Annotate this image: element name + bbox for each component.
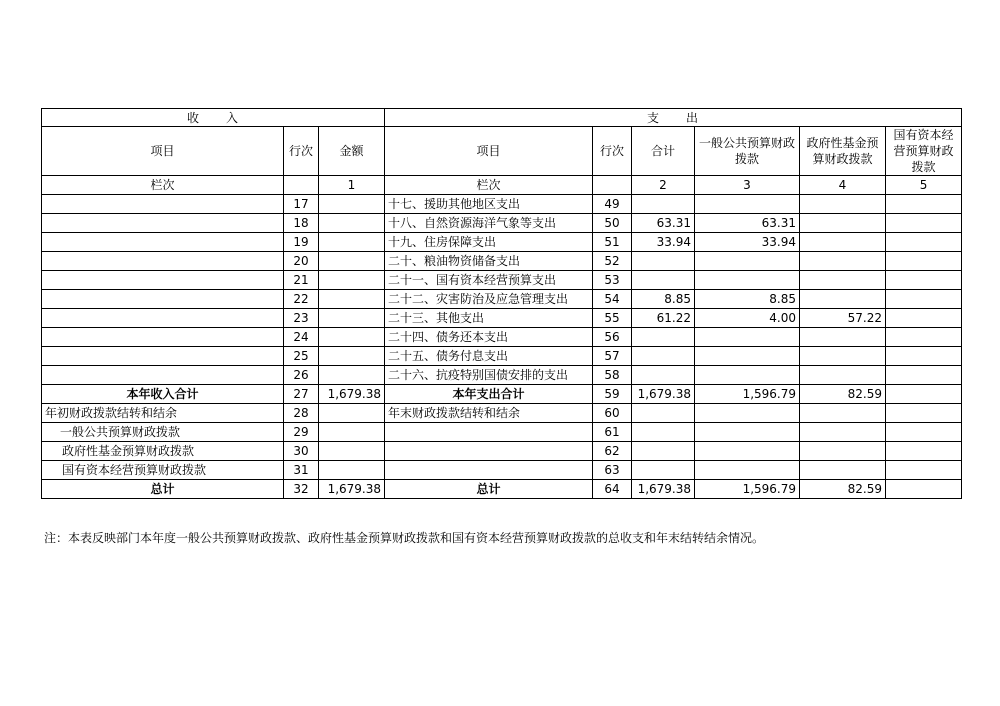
table-row [42,461,962,480]
expense-item-cell: 年末财政拨款结转和结余 [385,404,593,423]
total-cell [632,404,695,423]
general-budget-cell: 8.85 [695,290,800,309]
general-budget-cell [695,252,800,271]
expense-item-cell: 本年支出合计 [385,385,593,404]
expense-item-cell [385,461,593,480]
fund-budget-cell [800,195,886,214]
table-row [42,271,962,290]
income-amount-cell [319,328,385,347]
general-budget-cell: 33.94 [695,233,800,252]
general-budget-cell [695,404,800,423]
total-cell [632,347,695,366]
income-item-cell: 政府性基金预算财政拨款 [42,442,284,461]
state-capital-cell [886,214,962,233]
total-cell: 1,679.38 [632,480,695,499]
expense-item-cell: 二十二、灾害防治及应急管理支出 [385,290,593,309]
total-cell: 61.22 [632,309,695,328]
income-row-no-cell: 23 [284,309,319,328]
general-budget-cell [695,461,800,480]
general-budget-cell [695,195,800,214]
income-item-cell: 本年收入合计 [42,385,284,404]
income-item-cell [42,290,284,309]
header-income-amount: 金额 [319,127,385,176]
index-general: 3 [695,176,800,195]
index-label: 栏次 [42,176,284,195]
expense-row-no-cell: 52 [593,252,632,271]
index-amount: 1 [319,176,385,195]
general-budget-cell: 63.31 [695,214,800,233]
table-row [42,214,962,233]
financial-appropriation-table [41,108,961,499]
table-row [42,233,962,252]
income-row-no-cell: 20 [284,252,319,271]
index-blank [284,176,319,195]
expense-row-no-cell: 60 [593,404,632,423]
income-amount-cell [319,309,385,328]
general-budget-cell [695,271,800,290]
index-expense-blank [593,176,632,195]
income-amount-cell: 1,679.38 [319,385,385,404]
header-total: 合计 [632,127,695,176]
income-item-cell [42,271,284,290]
income-row-no-cell: 24 [284,328,319,347]
total-cell [632,328,695,347]
expense-item-cell [385,442,593,461]
expense-row-no-cell: 53 [593,271,632,290]
income-item-cell [42,366,284,385]
expense-item-cell: 二十一、国有资本经营预算支出 [385,271,593,290]
income-amount-cell [319,214,385,233]
index-expense-label: 栏次 [385,176,593,195]
total-cell [632,195,695,214]
income-amount-cell [319,195,385,214]
state-capital-cell [886,461,962,480]
income-item-cell [42,252,284,271]
expense-row-no-cell: 63 [593,461,632,480]
total-cell: 33.94 [632,233,695,252]
expense-item-cell [385,423,593,442]
income-item-cell [42,347,284,366]
state-capital-cell [886,271,962,290]
header-income-item: 项目 [42,127,284,176]
expense-item-cell: 二十三、其他支出 [385,309,593,328]
state-capital-cell [886,347,962,366]
fund-budget-cell [800,328,886,347]
income-amount-cell [319,233,385,252]
total-cell [632,271,695,290]
income-row-no-cell: 28 [284,404,319,423]
header-fund-budget: 政府性基金预算财政拨款 [800,127,886,176]
fund-budget-cell: 82.59 [800,385,886,404]
state-capital-cell [886,385,962,404]
general-budget-cell: 1,596.79 [695,480,800,499]
fund-budget-cell [800,366,886,385]
income-item-cell: 国有资本经营预算财政拨款 [42,461,284,480]
income-item-cell: 年初财政拨款结转和结余 [42,404,284,423]
income-item-cell [42,309,284,328]
state-capital-cell [886,366,962,385]
income-section-title: 收 入 [42,109,385,127]
table-row [42,252,962,271]
fund-budget-cell [800,461,886,480]
income-row-no-cell: 26 [284,366,319,385]
fund-budget-cell [800,290,886,309]
expense-row-no-cell: 54 [593,290,632,309]
expense-section-title: 支 出 [385,109,962,127]
general-budget-cell: 1,596.79 [695,385,800,404]
expense-row-no-cell: 61 [593,423,632,442]
total-cell [632,252,695,271]
income-amount-cell [319,404,385,423]
total-cell [632,423,695,442]
total-cell: 63.31 [632,214,695,233]
income-amount-cell [319,347,385,366]
income-item-cell [42,328,284,347]
general-budget-cell [695,366,800,385]
general-budget-cell [695,328,800,347]
income-item-cell [42,214,284,233]
index-total: 2 [632,176,695,195]
column-header-row [42,127,962,176]
state-capital-cell [886,290,962,309]
table-row [42,347,962,366]
state-capital-cell [886,442,962,461]
state-capital-cell [886,309,962,328]
header-general-budget: 一般公共预算财政拨款 [695,127,800,176]
fund-budget-cell [800,347,886,366]
table-row [42,404,962,423]
column-index-row [42,176,962,195]
income-row-no-cell: 22 [284,290,319,309]
state-capital-cell [886,328,962,347]
table-row [42,480,962,499]
income-item-cell: 一般公共预算财政拨款 [42,423,284,442]
table-row [42,366,962,385]
income-row-no-cell: 31 [284,461,319,480]
index-fund: 4 [800,176,886,195]
index-state: 5 [886,176,962,195]
table-row [42,290,962,309]
fund-budget-cell [800,271,886,290]
expense-row-no-cell: 49 [593,195,632,214]
header-income-row-no: 行次 [284,127,319,176]
state-capital-cell [886,404,962,423]
expense-item-cell: 二十六、抗疫特别国债安排的支出 [385,366,593,385]
section-header-row [42,109,962,127]
state-capital-cell [886,252,962,271]
header-expense-row-no: 行次 [593,127,632,176]
income-amount-cell: 1,679.38 [319,480,385,499]
expense-row-no-cell: 50 [593,214,632,233]
table-footnote: 注：本表反映部门本年度一般公共预算财政拨款、政府性基金预算财政拨款和国有资本经营预算财政拨款的总收支和年末结转结余情况。 [44,531,765,545]
expense-row-no-cell: 55 [593,309,632,328]
income-row-no-cell: 19 [284,233,319,252]
expense-row-no-cell: 62 [593,442,632,461]
general-budget-cell [695,347,800,366]
total-cell [632,366,695,385]
income-row-no-cell: 25 [284,347,319,366]
income-amount-cell [319,423,385,442]
state-capital-cell [886,233,962,252]
table-row [42,195,962,214]
table-row [42,423,962,442]
expense-item-cell: 二十五、债务付息支出 [385,347,593,366]
general-budget-cell [695,442,800,461]
table-row [42,385,962,404]
expense-row-no-cell: 58 [593,366,632,385]
fund-budget-cell: 57.22 [800,309,886,328]
expense-row-no-cell: 59 [593,385,632,404]
fund-budget-cell [800,214,886,233]
income-row-no-cell: 27 [284,385,319,404]
income-row-no-cell: 32 [284,480,319,499]
fund-budget-cell [800,404,886,423]
expense-item-cell: 总计 [385,480,593,499]
table-row [42,442,962,461]
total-cell [632,461,695,480]
income-amount-cell [319,461,385,480]
general-budget-cell [695,423,800,442]
general-budget-cell: 4.00 [695,309,800,328]
income-amount-cell [319,366,385,385]
expense-row-no-cell: 57 [593,347,632,366]
expense-item-cell: 二十四、债务还本支出 [385,328,593,347]
fund-budget-cell [800,423,886,442]
income-amount-cell [319,290,385,309]
income-item-cell: 总计 [42,480,284,499]
state-capital-cell [886,423,962,442]
header-expense-item: 项目 [385,127,593,176]
income-amount-cell [319,252,385,271]
income-row-no-cell: 30 [284,442,319,461]
expense-item-cell: 十七、援助其他地区支出 [385,195,593,214]
total-cell: 8.85 [632,290,695,309]
income-row-no-cell: 29 [284,423,319,442]
income-amount-cell [319,271,385,290]
expense-row-no-cell: 56 [593,328,632,347]
fund-budget-cell [800,442,886,461]
income-item-cell [42,233,284,252]
total-cell: 1,679.38 [632,385,695,404]
table-row [42,328,962,347]
total-cell [632,442,695,461]
expense-item-cell: 十九、住房保障支出 [385,233,593,252]
expense-item-cell: 二十、粮油物资储备支出 [385,252,593,271]
fund-budget-cell [800,233,886,252]
fund-budget-cell: 82.59 [800,480,886,499]
state-capital-cell [886,195,962,214]
income-row-no-cell: 18 [284,214,319,233]
income-item-cell [42,195,284,214]
income-row-no-cell: 21 [284,271,319,290]
expense-item-cell: 十八、自然资源海洋气象等支出 [385,214,593,233]
state-capital-cell [886,480,962,499]
table-row [42,309,962,328]
expense-row-no-cell: 51 [593,233,632,252]
income-amount-cell [319,442,385,461]
expense-row-no-cell: 64 [593,480,632,499]
income-row-no-cell: 17 [284,195,319,214]
fund-budget-cell [800,252,886,271]
header-state-capital-budget: 国有资本经营预算财政拨款 [886,127,962,176]
